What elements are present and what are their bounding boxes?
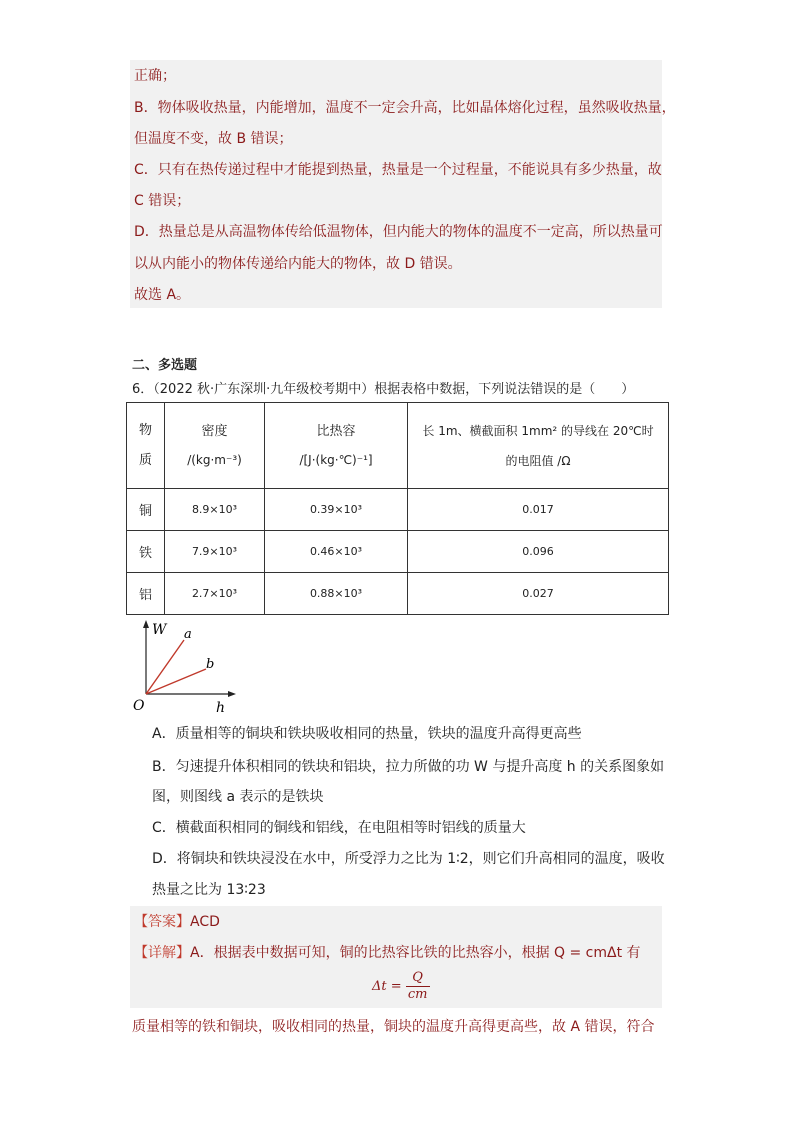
header-material: 物 <box>138 422 152 438</box>
cell-material: 铜 <box>127 489 165 531</box>
y-axis-arrow <box>143 620 149 628</box>
header-density: 密度 <box>201 423 228 439</box>
formula-numerator: Q <box>412 970 423 985</box>
answer-label: 【答案】 <box>134 914 190 930</box>
detail-line-continued: 质量相等的铁和铜块，吸收相同的热量，铜块的温度升高得更高些，故 A 错误，符合 <box>132 1019 655 1035</box>
cell-material: 铁 <box>127 531 165 573</box>
formula-denominator: cm <box>407 987 428 1002</box>
formula <box>372 970 430 1003</box>
w-h-graph <box>128 618 243 714</box>
table-row <box>127 489 669 531</box>
header-heat: 比热容 <box>316 423 356 439</box>
option-d-continued: 热量之比为 13∶23 <box>152 882 266 898</box>
answer-line <box>134 912 220 932</box>
cell-density: 7.9×10³ <box>165 531 265 573</box>
detail-label: 【详解】 <box>134 945 190 961</box>
cell-resistance: 0.027 <box>408 573 669 615</box>
option-b: B．匀速提升体积相同的铁块和铝块，拉力所做的功 W 与提升高度 h 的关系图象如 <box>152 759 665 775</box>
prev-answer-line: C 错误； <box>134 193 191 209</box>
cell-density: 2.7×10³ <box>165 573 265 615</box>
detail-text: A．根据表中数据可知，铜的比热容比铁的比热容小，根据 Q = cmΔt 有 <box>190 945 641 961</box>
header-material: 质 <box>138 452 152 468</box>
origin-label: O <box>133 698 145 714</box>
prev-answer-line: D．热量总是从高温物体传给低温物体，但内能大的物体的温度不一定高，所以热量可 <box>134 224 663 240</box>
prev-answer-line: C．只有在热传递过程中才能提到热量，热量是一个过程量，不能说具有多少热量，故 <box>134 162 662 178</box>
answer-value: ACD <box>190 914 220 930</box>
detail-line <box>134 943 641 963</box>
prev-answer-line: 但温度不变，故 B 错误； <box>134 131 293 147</box>
x-axis-arrow <box>228 691 236 697</box>
x-axis-label: h <box>216 700 226 714</box>
header-resistance: 长 1m、横截面积 1mm² 的导线在 20℃时 <box>422 423 654 438</box>
prev-answer-line: 正确； <box>134 68 176 84</box>
cell-heat: 0.39×10³ <box>265 489 408 531</box>
section-title: 二、多选题 <box>132 358 198 373</box>
option-c: C．横截面积相同的铜线和铝线，在电阻相等时铝线的质量大 <box>152 820 526 836</box>
table-row <box>127 573 669 615</box>
option-b-continued: 图，则图线 a 表示的是铁块 <box>152 789 324 805</box>
cell-resistance: 0.096 <box>408 531 669 573</box>
cell-material: 铝 <box>127 573 165 615</box>
cell-resistance: 0.017 <box>408 489 669 531</box>
data-table <box>126 402 669 615</box>
cell-density: 8.9×10³ <box>165 489 265 531</box>
cell-heat: 0.46×10³ <box>265 531 408 573</box>
y-axis-label: W <box>152 622 167 638</box>
header-resistance-unit: 的电阻值 /Ω <box>505 453 571 468</box>
cell-heat: 0.88×10³ <box>265 573 408 615</box>
line-b-label: b <box>206 657 215 672</box>
option-a: A．质量相等的铜块和铁块吸收相同的热量，铁块的温度升高得更高些 <box>152 726 582 742</box>
formula-fraction <box>406 970 430 1003</box>
prev-answer-line: 以从内能小的物体传递给内能大的物体，故 D 错误。 <box>134 256 462 272</box>
question-stem: 6．（2022 秋·广东深圳·九年级校考期中）根据表格中数据，下列说法错误的是（ ） <box>132 382 635 397</box>
option-d: D．将铜块和铁块浸没在水中，所受浮力之比为 1∶2，则它们升高相同的温度，吸收 <box>152 851 665 867</box>
prev-answer-line: B．物体吸收热量，内能增加，温度不一定会升高，比如晶体熔化过程，虽然吸收热量， <box>134 100 676 116</box>
formula-lhs: Δt = <box>372 979 402 994</box>
table-header-row <box>127 403 669 489</box>
prev-answer-line: 故选 A。 <box>134 287 191 303</box>
header-heat-unit: /[J·(kg·℃)⁻¹] <box>299 452 373 467</box>
header-density-unit: /(kg·m⁻³) <box>187 452 242 467</box>
line-a-label: a <box>184 627 192 642</box>
table-row <box>127 531 669 573</box>
